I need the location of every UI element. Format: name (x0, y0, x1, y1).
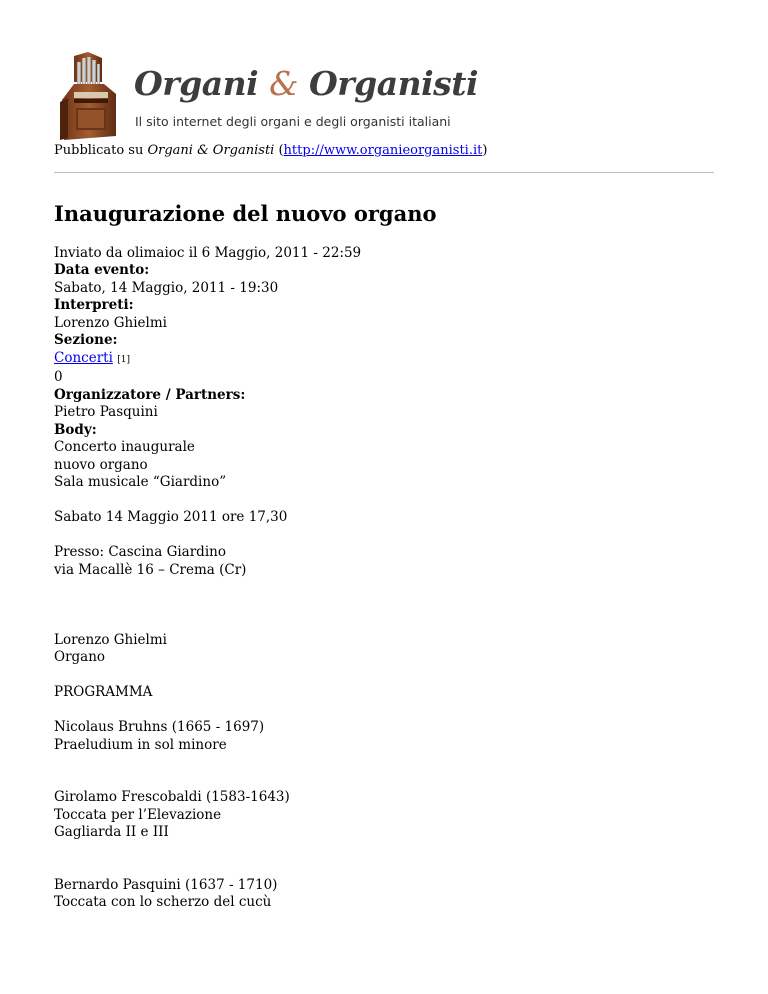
body-intro (54, 439, 714, 492)
programma-label: PROGRAMMA (54, 684, 153, 700)
logo-ampersand: & (269, 64, 298, 103)
sent-by: Inviato da olimaioc il 6 Maggio, 2011 - 22:59 (54, 244, 362, 261)
logo-title-word-2: Organisti (309, 64, 478, 103)
venue-line: via Macallè 16 – Crema (Cr) (54, 561, 247, 578)
composer: Girolamo Frescobaldi (1583-1643) (54, 789, 290, 805)
program-piece (54, 877, 714, 912)
performers-value: Lorenzo Ghielmi (54, 314, 167, 331)
section-label: Sezione: (54, 332, 118, 348)
section-count: 0 (54, 369, 63, 385)
article-body (54, 439, 714, 912)
body-venue (54, 544, 714, 579)
body-artist (54, 632, 714, 667)
artist-name: Lorenzo Ghielmi (54, 631, 167, 648)
published-open-paren: ( (274, 143, 284, 158)
piece-title: Toccata per l’Elevazione (54, 806, 222, 823)
section-value (54, 350, 714, 370)
section-ref: [1] (117, 354, 130, 365)
organizer-value: Pietro Pasquini (54, 404, 158, 420)
header-divider (54, 172, 714, 173)
program-piece (54, 719, 714, 754)
artist-instrument: Organo (54, 649, 106, 665)
composer: Nicolaus Bruhns (1665 - 1697) (54, 719, 265, 735)
piece-title: Praeludium in sol minore (54, 736, 227, 753)
body-intro-line: Concerto inaugurale (54, 439, 195, 455)
body-date-line (54, 509, 714, 527)
logo-title (134, 64, 478, 104)
site-logo[interactable] (54, 50, 714, 142)
body-label: Body: (54, 421, 97, 438)
piece-title: Toccata con lo scherzo del cucù (54, 894, 272, 910)
programma-heading (54, 684, 714, 702)
section-link-concerti[interactable]: Concerti (54, 349, 113, 366)
performers-label: Interpreti: (54, 297, 134, 313)
article-meta (54, 245, 714, 440)
spacer (54, 597, 714, 632)
body-intro-line: Sala musicale “Giardino” (54, 474, 227, 490)
program-piece (54, 789, 714, 842)
venue-line: Presso: Cascina Giardino (54, 544, 226, 560)
site-url-link[interactable]: http://www.organieorganisti.it (283, 143, 483, 158)
organizer-label: Organizzatore / Partners: (54, 386, 246, 403)
body-intro-line: nuovo organo (54, 456, 148, 473)
published-site-name: Organi & Organisti (147, 143, 275, 158)
concert-date: Sabato 14 Maggio 2011 ore 17,30 (54, 509, 288, 525)
composer: Bernardo Pasquini (1637 - 1710) (54, 876, 278, 893)
event-date-label: Data evento: (54, 262, 150, 278)
event-date-value: Sabato, 14 Maggio, 2011 - 19:30 (54, 279, 279, 296)
page (54, 50, 714, 929)
piece-title: Gagliarda II e III (54, 824, 169, 840)
organ-icon (54, 52, 124, 140)
logo-title-word-1: Organi (134, 64, 259, 103)
article-title: Inaugurazione del nuovo organo (54, 200, 437, 226)
published-prefix: Pubblicato su (54, 143, 148, 158)
logo-subtitle: Il sito internet degli organi e degli organisti italiani (135, 114, 451, 129)
published-close-paren: ) (482, 143, 488, 158)
published-on (54, 142, 714, 160)
